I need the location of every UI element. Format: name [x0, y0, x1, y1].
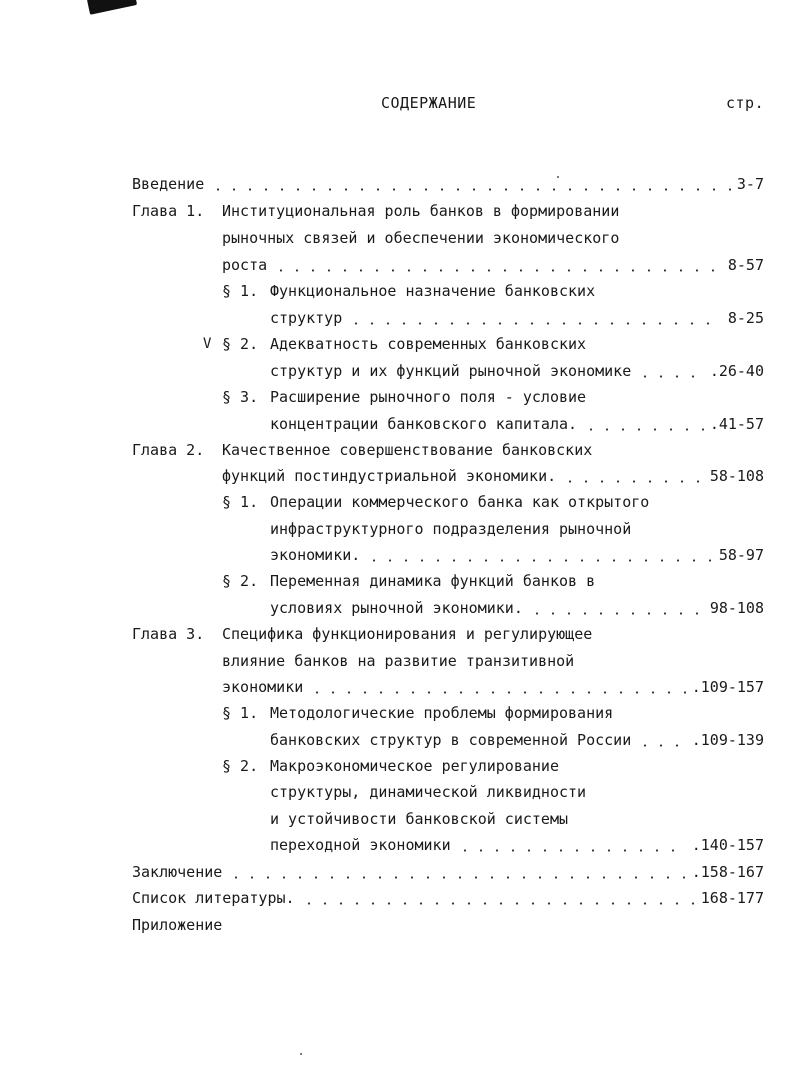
- section-title-line: банковских структур в современной России: [270, 731, 632, 749]
- chapter-1-heading: [132, 201, 764, 221]
- dot-leader: [301, 902, 695, 905]
- toc-entry-chapter-3: [222, 677, 764, 697]
- section-title-line: Макроэкономическое регулирование: [270, 757, 559, 775]
- toc-entry-title: Список литературы.: [132, 889, 295, 907]
- chapter-title-line: экономики: [222, 678, 304, 696]
- chapter-label: Глава 3.: [132, 625, 205, 643]
- scan-speck: [300, 1053, 302, 1055]
- toc-entry-section-2-1: [270, 545, 764, 565]
- page-range: .140-157: [691, 836, 764, 854]
- section-title-line: Операции коммерческого банка как открытого: [270, 493, 650, 511]
- page-range: .26-40: [709, 362, 764, 380]
- toc-title: СОДЕРЖАНИЕ: [381, 94, 477, 112]
- page-range: 8-25: [727, 309, 764, 327]
- dot-leader: [228, 876, 685, 879]
- handwritten-check-mark: V: [203, 336, 212, 352]
- page-range: 58-97: [718, 546, 764, 564]
- dot-leader: [210, 188, 731, 191]
- section-title-line: Переменная динамика функций банков в: [270, 572, 596, 590]
- toc-entry-section-3-1: [270, 730, 764, 750]
- section-title-line: структур и их функций рыночной экономике: [270, 362, 632, 380]
- chapter-title-line: Специфика функционирования и регулирующее: [222, 625, 593, 643]
- dot-leader: [348, 322, 722, 325]
- toc-entry-appendix: Приложение: [132, 916, 223, 934]
- section-number: § 1.: [222, 493, 259, 511]
- dot-leader: [309, 691, 685, 694]
- toc-entry-section-1-1: [270, 308, 764, 328]
- dot-leader: [273, 269, 722, 272]
- chapter-2-heading: [132, 440, 764, 460]
- page-range: 58-108: [709, 467, 764, 485]
- toc-entry-conclusion: [132, 862, 764, 882]
- dot-leader: [457, 849, 686, 852]
- toc-entry-chapter-1: [222, 255, 764, 275]
- chapter-title-line: рыночных связей и обеспечении экономического: [222, 229, 620, 247]
- chapter-title-line: роста: [222, 256, 268, 274]
- scan-artifact-mark: [87, 0, 137, 15]
- page-range: .158-167: [691, 863, 764, 881]
- toc-entry-intro: [132, 174, 764, 194]
- toc-entry-title: Введение: [132, 175, 205, 193]
- section-title-line: инфраструктурного подразделения рыночной: [270, 520, 632, 538]
- page-range: .109-139: [691, 731, 764, 749]
- chapter-label: Глава 1.: [132, 202, 205, 220]
- dot-leader: [637, 375, 704, 378]
- section-number: § 1.: [222, 282, 259, 300]
- chapter-title-line: Институциональная роль банков в формировании: [222, 202, 620, 220]
- section-title-line: переходной экономики: [270, 836, 451, 854]
- page-range: .109-157: [691, 678, 764, 696]
- toc-entry-references: [132, 888, 764, 908]
- section-number: § 2.: [222, 572, 259, 590]
- toc-entry-section-1-3: [270, 414, 764, 434]
- dot-leader: [583, 428, 704, 431]
- chapter-title-line: функций постиндустриальной экономики.: [222, 467, 557, 485]
- dot-leader: [366, 559, 713, 562]
- section-number: § 2.: [222, 757, 259, 775]
- dot-leader: [529, 612, 704, 615]
- toc-entry-chapter-2: [222, 466, 764, 486]
- section-title-line: Функциональное назначение банковских: [270, 282, 596, 300]
- page-column-label: стр.: [726, 94, 765, 112]
- page-range: 3-7: [736, 175, 764, 193]
- section-title-line: структуры, динамической ликвидности: [270, 783, 587, 801]
- page-range: 98-108: [709, 599, 764, 617]
- chapter-title-line: Качественное совершенствование банковских: [222, 441, 593, 459]
- chapter-3-heading: [132, 624, 764, 644]
- toc-entry-title: Заключение: [132, 863, 223, 881]
- section-title-line: Адекватность современных банковских: [270, 335, 587, 353]
- chapter-label: Глава 2.: [132, 441, 205, 459]
- section-title-line: условиях рыночной экономики.: [270, 599, 523, 617]
- section-number: § 2.: [222, 335, 259, 353]
- dot-leader: [637, 744, 686, 747]
- toc-entry-section-2-2: [270, 598, 764, 618]
- section-title-line: экономики.: [270, 546, 361, 564]
- dot-leader: [562, 480, 704, 483]
- section-number: § 3.: [222, 388, 259, 406]
- section-title-line: Расширение рыночного поля - условие: [270, 388, 587, 406]
- section-title-line: Методологические проблемы формирования: [270, 704, 614, 722]
- section-title-line: концентрации банковского капитала.: [270, 415, 578, 433]
- toc-entry-section-1-2: [270, 361, 764, 381]
- page-range: 168-177: [700, 889, 764, 907]
- section-number: § 1.: [222, 704, 259, 722]
- page-range: .41-57: [709, 415, 764, 433]
- page-range: 8-57: [727, 256, 764, 274]
- section-title-line: структур: [270, 309, 343, 327]
- chapter-title-line: влияние банков на развитие транзитивной: [222, 652, 575, 670]
- toc-entry-section-3-2: [270, 835, 764, 855]
- section-title-line: и устойчивости банковской системы: [270, 810, 569, 828]
